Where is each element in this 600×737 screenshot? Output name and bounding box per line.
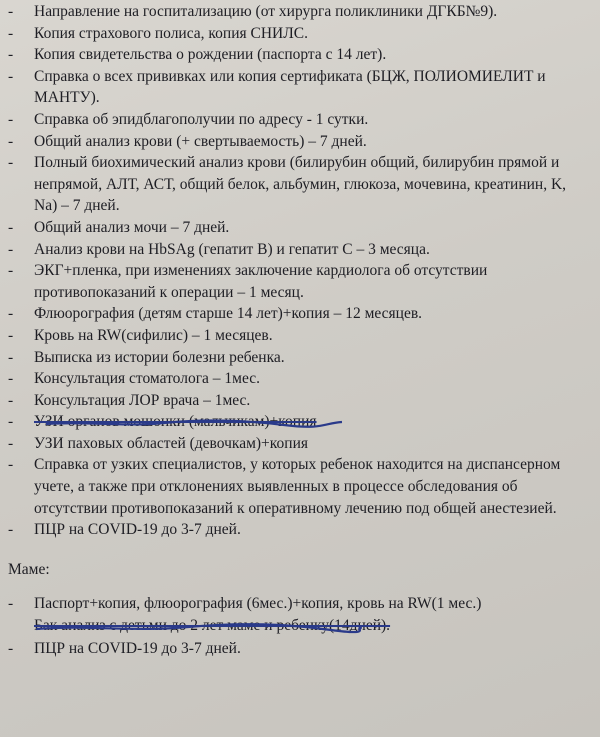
list-item (8, 109, 592, 131)
item-text: Полный биохимический анализ крови (билирубин общий, билирубин прямой и непрямой, АЛТ, АСТ, общий белок, альбумин, глюкоза, мочевина, креатинин, K, Na) – 7 дней. (34, 154, 567, 215)
list-item (8, 347, 592, 369)
item-text: Направление на госпитализацию (от хирурга поликлиники ДГКБ№9). (34, 3, 498, 20)
list-item (8, 303, 592, 325)
list-item (8, 638, 592, 661)
bullet-dash: - (8, 24, 14, 42)
list-item (8, 66, 592, 109)
mom-section-title: Маме: (8, 560, 50, 578)
bullet-dash: - (8, 594, 14, 612)
list-item (8, 217, 592, 239)
item-text: Справка от узких специалистов, у которых ребенок находится на диспансерном учете, а также при отклонениях выявленных в процессе обследования об отсутствии противопоказаний к оперативному лечению под общей анестезией. (34, 456, 561, 517)
bullet-dash: - (8, 67, 14, 85)
mom-documents-list (8, 593, 592, 661)
item-text: Флюорография (детям старше 14 лет)+копия – 12 месяцев. (34, 305, 423, 323)
bullet-dash: - (8, 326, 14, 344)
item-text: Консультация ЛОР врача – 1мес. (34, 391, 251, 409)
bullet-dash: - (8, 434, 14, 452)
bullet-dash: - (8, 521, 14, 539)
bullet-dash: - (8, 218, 14, 236)
item-text: Общий анализ мочи – 7 дней. (34, 218, 230, 236)
bullet-dash: - (8, 154, 14, 172)
list-item (8, 433, 592, 455)
struck-list-item (8, 615, 592, 638)
bullet-dash: - (8, 3, 14, 20)
item-text: ПЦР на COVID-19 до 3-7 дней. (34, 521, 241, 539)
item-text: Справка об эпидблагополучии по адресу - 1 сутки. (34, 110, 369, 128)
item-text: Консультация стоматолога – 1мес. (34, 370, 261, 388)
list-item (8, 390, 592, 412)
child-documents-list (8, 1, 592, 541)
list-item (8, 368, 592, 390)
list-item (8, 593, 592, 616)
bullet-dash: - (8, 639, 14, 657)
list-item (8, 1, 592, 23)
list-item (8, 23, 592, 45)
item-text: Кровь на RW(сифилис) – 1 месяцев. (34, 326, 273, 344)
bullet-dash: - (8, 132, 14, 150)
struck-item-text: Бак анализ с детьми до 2 лет маме и ребенку(14дней). (34, 617, 391, 635)
bullet-dash: - (8, 110, 14, 128)
item-text: Справка о всех прививках или копия сертификата (БЦЖ, ПОЛИОМИЕЛИТ и МАНТУ). (34, 67, 546, 107)
struck-item-text: УЗИ органов мошонки (мальчикам)+копия (34, 413, 317, 431)
bullet-dash: - (8, 305, 14, 323)
bullet-dash: - (8, 370, 14, 388)
bullet-dash: - (8, 46, 14, 64)
list-item (8, 152, 592, 217)
bullet-dash: - (8, 240, 14, 258)
item-text: Паспорт+копия, флюорография (6мес.)+копия, кровь на RW(1 мес.) (34, 594, 482, 612)
item-text: УЗИ паховых областей (девочкам)+копия (34, 434, 308, 452)
bullet-dash: - (8, 391, 14, 409)
list-item (8, 325, 592, 347)
list-item (8, 260, 592, 303)
list-item (8, 239, 592, 261)
list-item (8, 519, 592, 541)
item-text: Копия свидетельства о рождении (паспорта с 14 лет). (34, 46, 387, 64)
item-text: Общий анализ крови (+ свертываемость) – 7 дней. (34, 132, 367, 150)
bullet-dash: - (8, 456, 14, 474)
bullet-dash: - (8, 413, 14, 431)
list-item (8, 131, 592, 153)
item-text: Выписка из истории болезни ребенка. (34, 348, 285, 366)
item-text: Копия страхового полиса, копия СНИЛС. (34, 24, 308, 42)
struck-list-item (8, 411, 592, 433)
list-item (8, 44, 592, 66)
bullet-dash: - (8, 262, 14, 280)
item-text: Анализ крови на HbSAg (гепатит В) и гепатит С – 3 месяца. (34, 240, 430, 258)
list-item (8, 454, 592, 519)
item-text: ЭКГ+пленка, при изменениях заключение кардиолога об отсутствии противопоказаний к операции – 1 месяц. (34, 262, 488, 301)
bullet-dash: - (8, 348, 14, 366)
item-text: ПЦР на COVID-19 до 3-7 дней. (34, 639, 241, 657)
